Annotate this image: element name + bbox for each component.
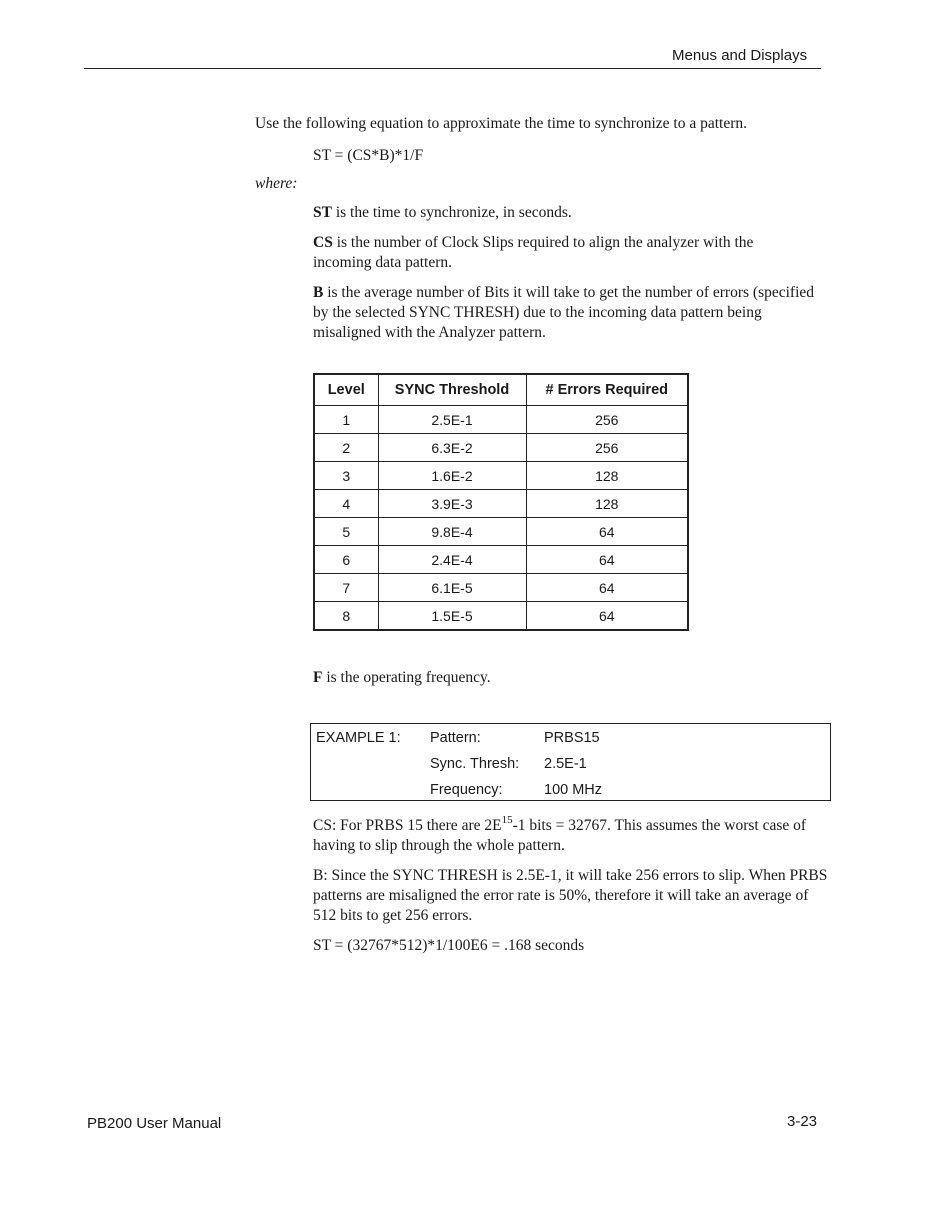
cell-level: 3 <box>314 462 378 490</box>
cell-threshold: 1.5E-5 <box>378 602 526 631</box>
cell-errors: 64 <box>526 574 688 602</box>
table-row <box>314 574 688 602</box>
header-sync-threshold: SYNC Threshold <box>378 374 526 406</box>
page-number: 3-23 <box>787 1113 818 1130</box>
intro-paragraph: Use the following equation to approximate the time to synchronize to a pattern. <box>255 115 747 132</box>
table-row <box>314 546 688 574</box>
cell-level: 6 <box>314 546 378 574</box>
table-row <box>314 490 688 518</box>
definition-f <box>313 668 491 688</box>
table-header-row <box>314 374 688 406</box>
definition-cs-text: is the number of Clock Slips required to align the analyzer with the incoming data pattern. <box>313 234 754 271</box>
footer-manual-title: PB200 User Manual <box>87 1115 222 1132</box>
definition-b <box>313 283 823 343</box>
definition-b-text: is the average number of Bits it will take to get the number of errors (specified by the selected SYNC THRESH) due to the incoming data pattern being misaligned with the Analyzer pattern. <box>313 284 815 341</box>
example-box <box>310 723 831 801</box>
running-header: Menus and Displays <box>672 47 808 64</box>
sync-threshold-table <box>313 373 689 631</box>
term-cs: CS <box>313 234 333 251</box>
cs-explanation-end: -1 bits = 32767. This assumes the worst case of having to slip through the whole pattern. <box>313 817 807 854</box>
cs-explanation-start: CS: For PRBS 15 there are 2E <box>313 817 502 834</box>
cell-errors: 128 <box>526 490 688 518</box>
cell-threshold: 9.8E-4 <box>378 518 526 546</box>
cell-threshold: 2.5E-1 <box>378 406 526 434</box>
cell-errors: 128 <box>526 462 688 490</box>
example-field-label: Frequency: <box>430 782 503 798</box>
cell-level: 8 <box>314 602 378 631</box>
header-level: Level <box>314 374 378 406</box>
cell-errors: 64 <box>526 518 688 546</box>
equation: ST = (CS*B)*1/F <box>313 147 424 164</box>
b-explanation: B: Since the SYNC THRESH is 2.5E-1, it will take 256 errors to slip. When PRBS patterns are misaligned the error rate is 50%, therefore it will take an average of 512 bits to get 256 errors. <box>313 867 828 924</box>
example-field-value: 100 MHz <box>544 782 603 798</box>
cell-level: 5 <box>314 518 378 546</box>
cell-errors: 64 <box>526 602 688 631</box>
cell-errors: 256 <box>526 406 688 434</box>
table-row <box>314 434 688 462</box>
st-calculation: ST = (32767*512)*1/100E6 = .168 seconds <box>313 937 585 954</box>
cell-errors: 256 <box>526 434 688 462</box>
header-errors-required: # Errors Required <box>526 374 688 406</box>
cell-threshold: 6.3E-2 <box>378 434 526 462</box>
definition-st <box>313 203 572 223</box>
definition-f-text: is the operating frequency. <box>322 669 491 686</box>
cell-level: 4 <box>314 490 378 518</box>
example-field-label: Sync. Thresh: <box>430 756 520 772</box>
example-field-value: PRBS15 <box>544 730 600 746</box>
term-f: F <box>313 669 323 686</box>
cs-exponent: 15 <box>501 813 513 826</box>
cell-threshold: 3.9E-3 <box>378 490 526 518</box>
example-heading: EXAMPLE 1: <box>316 730 401 746</box>
table-row <box>314 518 688 546</box>
cell-threshold: 2.4E-4 <box>378 546 526 574</box>
cs-explanation <box>313 813 833 856</box>
cell-level: 7 <box>314 574 378 602</box>
definition-cs <box>313 233 813 273</box>
header-rule <box>84 68 821 69</box>
definition-st-text: is the time to synchronize, in seconds. <box>331 204 572 221</box>
cell-threshold: 1.6E-2 <box>378 462 526 490</box>
example-field-value: 2.5E-1 <box>544 756 587 772</box>
cell-level: 1 <box>314 406 378 434</box>
cell-errors: 64 <box>526 546 688 574</box>
term-b: B <box>313 284 324 301</box>
where-label: where: <box>255 175 298 192</box>
term-st: ST <box>313 204 332 221</box>
table-row <box>314 602 688 631</box>
table-row <box>314 406 688 434</box>
cell-level: 2 <box>314 434 378 462</box>
table-row <box>314 462 688 490</box>
cell-threshold: 6.1E-5 <box>378 574 526 602</box>
example-field-label: Pattern: <box>430 730 481 746</box>
